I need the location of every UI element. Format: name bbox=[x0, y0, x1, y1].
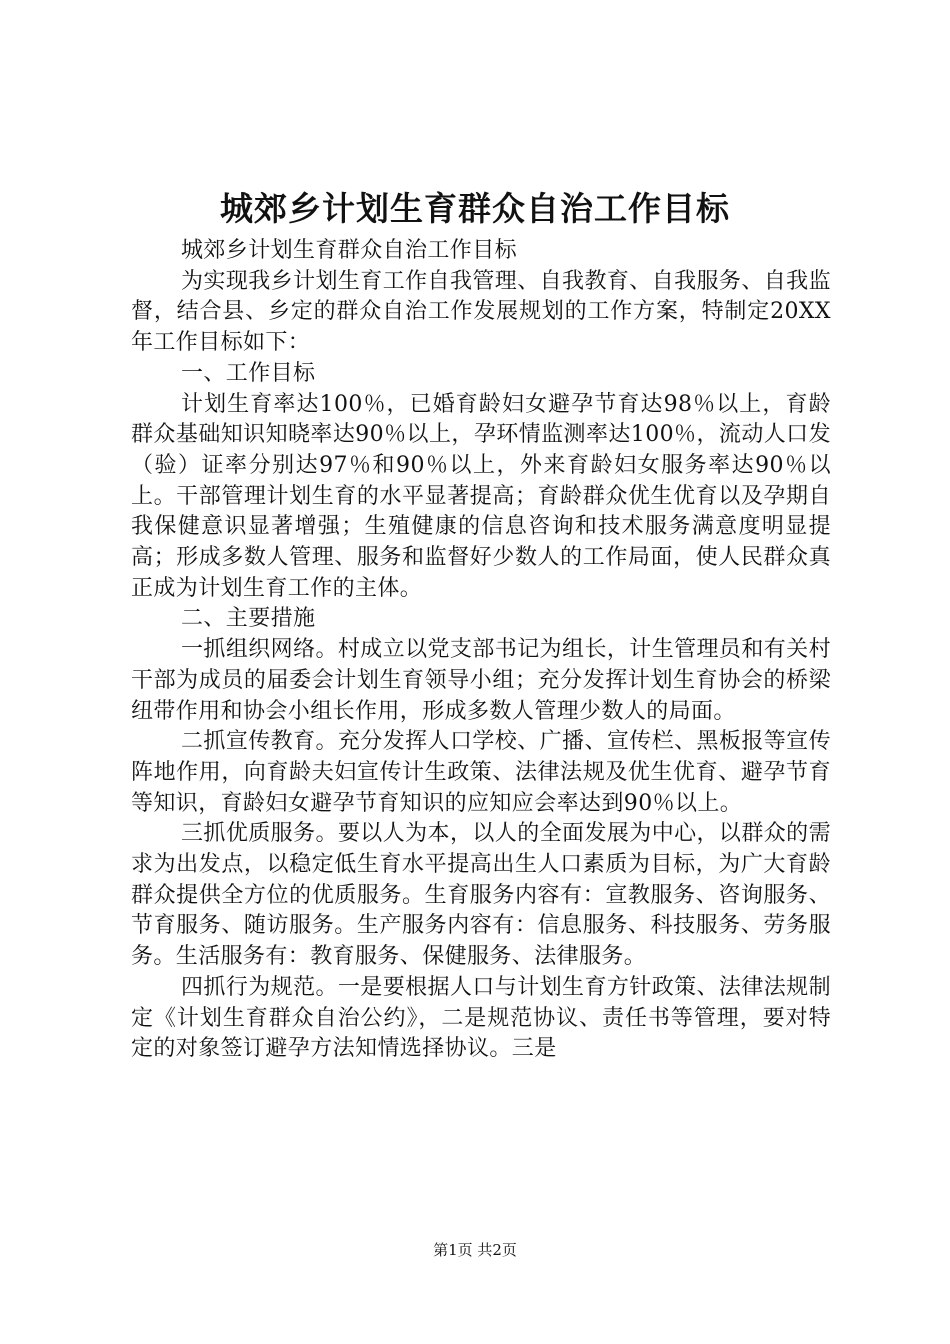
page-footer: 第1页 共2页 bbox=[433, 1241, 517, 1259]
section-heading-goals: 一、工作目标 bbox=[181, 360, 316, 386]
paragraph-organization: 一抓组织网络。村成立以党支部书记为组长，计生管理员和有关村干部为成员的届委会计划生育领导小组；充分发挥计划生育协会的桥梁纽带作用和协会小组长作用，形成多数人管理少数人的局面。 bbox=[131, 637, 831, 724]
document-body bbox=[131, 236, 831, 1065]
section-heading-measures: 二、主要措施 bbox=[181, 606, 316, 632]
paragraph-service: 三抓优质服务。要以人为本，以人的全面发展为中心，以群众的需求为出发点，以稳定低生育水平提高出生人口素质为目标，为广大育龄群众提供全方位的优质服务。生育服务内容有：宣教服务、咨询服务、节育服务、随访服务。生产服务内容有：信息服务、科技服务、劳务服务。生活服务有：教育服务、保健服务、法律服务。 bbox=[131, 821, 831, 970]
paragraph-subtitle: 城郊乡计划生育群众自治工作目标 bbox=[181, 238, 518, 263]
paragraph-conduct: 四抓行为规范。一是要根据人口与计划生育方针政策、法律法规制定《计划生育群众自治公约》，二是规范协议、责任书等管理，要对特定的对象签订避孕方法知情选择协议。三是 bbox=[131, 974, 831, 1062]
document-title: 城郊乡计划生育群众自治工作目标 bbox=[220, 189, 730, 228]
paragraph-publicity: 二抓宣传教育。充分发挥人口学校、广播、宣传栏、黑板报等宣传阵地作用，向育龄夫妇宣传计生政策、法律法规及优生优育、避孕节育等知识，育龄妇女避孕节育知识的应知应会率达到90％以上。 bbox=[131, 729, 831, 816]
paragraph-goals: 计划生育率达100％，已婚育龄妇女避孕节育达98％以上，育龄群众基础知识知晓率达90％以上，孕环情监测率达100％，流动人口发（验）证率分别达97％和90％以上，外来育龄妇女服务率达90％以上。干部管理计划生育的水平显著提高；育龄群众优生优育以及孕期自我保健意识显著增强；生殖健康的信息咨询和技术服务满意度明显提高；形成多数人管理、服务和监督好少数人的工作局面，使人民群众真正成为计划生育工作的主体。 bbox=[131, 391, 831, 601]
paragraph-intro: 为实现我乡计划生育工作自我管理、自我教育、自我服务、自我监督，结合县、乡定的群众自治工作发展规划的工作方案，特制定20XX年工作目标如下： bbox=[131, 268, 831, 356]
